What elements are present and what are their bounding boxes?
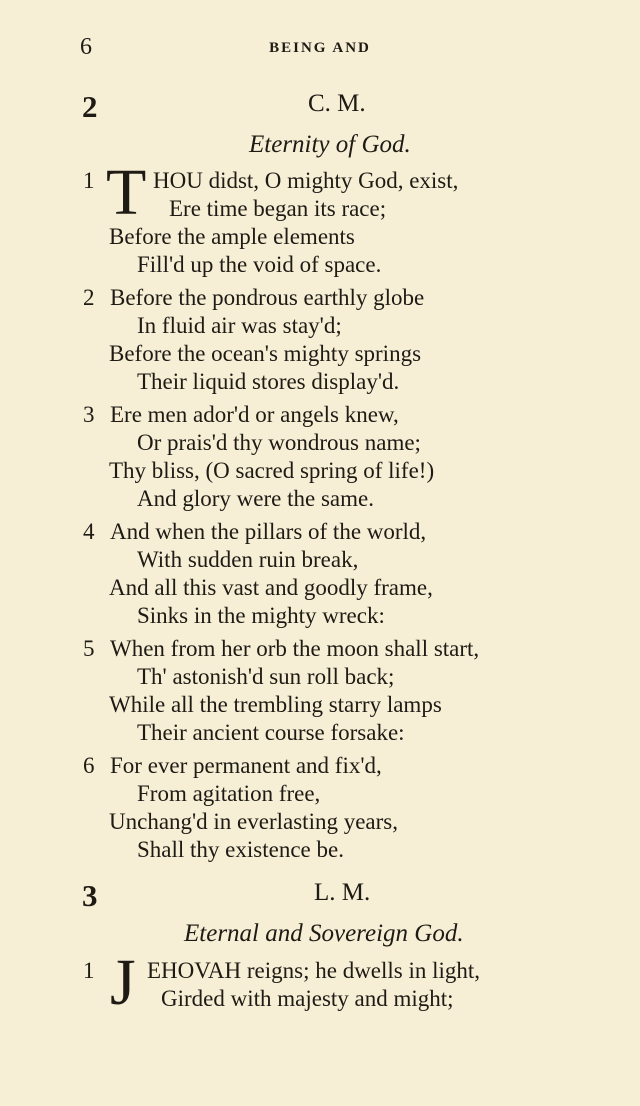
verse-line: While all the trembling starry lamps [109,692,442,717]
verse-line: Before the ample elements [109,224,355,249]
verse-line: Sinks in the mighty wreck: [137,603,385,628]
verse-line: Before the ocean's mighty springs [109,341,422,366]
verse-line: Their liquid stores display'd. [137,369,400,394]
verse-line: With sudden ruin break, [137,547,359,572]
verse-line: In fluid air was stay'd; [137,313,342,338]
verse-line: When from her orb the moon shall start, [110,636,480,661]
verse-line: And glory were the same. [137,486,374,511]
verse-line: Or prais'd thy wondrous name; [137,430,421,455]
hymn-number: 3 [82,878,98,913]
verse-line: Thy bliss, (O sacred spring of life!) [109,458,435,483]
verse-line: Before the pondrous earthly globe [110,285,425,310]
hymn-title: Eternal and Sovereign God. [184,920,464,947]
verse-number: 6 [83,753,95,778]
page-number: 6 [80,34,92,60]
verse-line: Unchang'd in everlasting years, [109,809,398,834]
verse-number: 1 [83,958,95,983]
verse-number: 3 [83,402,95,427]
verse-line: And when the pillars of the world, [110,519,427,544]
verse-number: 2 [83,285,95,310]
verse-line: HOU didst, O mighty God, exist, [153,168,459,193]
verse-line: Th' astonish'd sun roll back; [137,664,395,689]
running-title: BEING AND [269,40,371,56]
hymn-meter: C. M. [308,90,366,117]
verse-number: 5 [83,636,95,661]
verse-line: Ere men ador'd or angels knew, [110,402,399,427]
hymn-meter: L. M. [314,879,371,906]
verse-line: And all this vast and goodly frame, [109,575,433,600]
verse-line: Ere time began its race; [169,196,387,221]
verse-number: 1 [83,168,95,193]
hymn-title: Eternity of God. [249,131,411,158]
verse-line: For ever permanent and fix'd, [110,753,382,778]
verse-line: EHOVAH reigns; he dwells in light, [147,958,481,983]
verse-line: Girded with majesty and might; [161,986,454,1011]
verse-line: Fill'd up the void of space. [137,252,382,277]
drop-cap: J [110,946,136,1019]
verse-line: Their ancient course forsake: [137,720,405,745]
verse-line: From agitation free, [137,781,321,806]
verse-line: Shall thy existence be. [137,837,344,862]
hymn-number: 2 [82,89,98,124]
verse-number: 4 [83,519,95,544]
drop-cap: T [106,156,147,229]
